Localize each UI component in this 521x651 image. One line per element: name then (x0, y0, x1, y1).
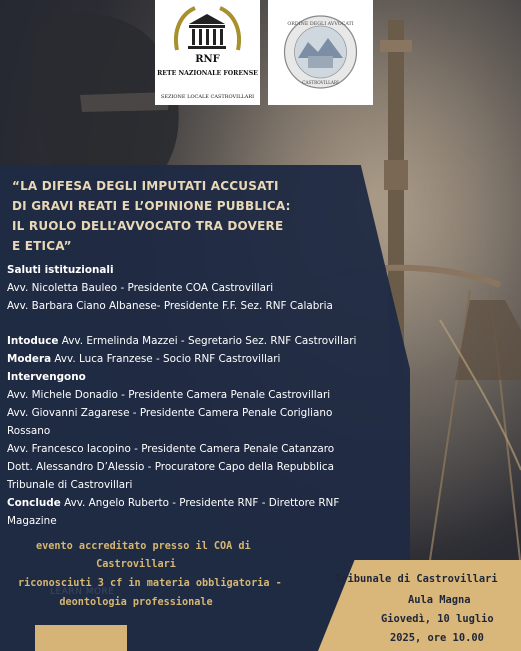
accreditation-line: riconosciuti 3 cf in materia obbligatoria - (18, 578, 282, 589)
modera-text: Avv. Luca Franzese - Socio RNF Castrovillari (51, 353, 281, 365)
saluti-line: Avv. Barbara Ciano Albanese- Presidente F.F. Sez. RNF Calabria (7, 300, 333, 312)
modera-line (7, 353, 280, 365)
speaker-line: Rossano (7, 425, 51, 437)
venue-line: 2025, ore 10.00 (390, 632, 484, 644)
venue-line: Aula Magna (408, 594, 471, 606)
rnf-logo (155, 0, 260, 105)
title-line: “LA DIFESA DEGLI IMPUTATI ACCUSATI (12, 179, 279, 193)
svg-text:RETE NAZIONALE FORENSE: RETE NAZIONALE FORENSE (157, 70, 258, 77)
conclude-text: Avv. Angelo Ruberto - Presidente RNF - Direttore RNF (60, 497, 340, 509)
saluti-line: Avv. Nicoletta Bauleo - Presidente COA Castrovillari (7, 282, 274, 294)
venue-line: Tribunale di Castrovillari (335, 573, 498, 585)
conclude-line (7, 497, 339, 509)
speaker-line: Avv. Michele Donadio - Presidente Camera Penale Castrovillari (7, 389, 331, 401)
venue-line: Giovedì, 10 luglio (381, 613, 494, 625)
speaker-line: Dott. Alessandro D’Alessio - Procuratore Capo della Repubblica (7, 461, 334, 473)
introduce-text: Avv. Ermelinda Mazzei - Segretario Sez. RNF Castrovillari (58, 335, 357, 347)
speaker-line: Avv. Francesco Iacopino - Presidente Camera Penale Catanzaro (7, 443, 335, 455)
svg-text:RNF: RNF (195, 54, 220, 65)
introduce-label: Intoduce (7, 335, 59, 347)
modera-label: Modera (7, 353, 52, 365)
gold-button[interactable] (35, 625, 127, 651)
rnf-logo-icon (155, 0, 260, 105)
event-title (12, 176, 302, 256)
introduce-line (7, 335, 356, 347)
intervengono-heading: Intervengono (7, 371, 86, 383)
svg-text:ORDINE DEGLI AVVOCATI: ORDINE DEGLI AVVOCATI (287, 22, 354, 27)
svg-text:CASTROVILLARI: CASTROVILLARI (302, 80, 339, 85)
speaker-line: Tribunale di Castrovillari (7, 479, 133, 491)
title-line: IL RUOLO DELL’AVVOCATO TRA DOVERE (12, 219, 284, 233)
conclude-line-2: Magazine (7, 515, 57, 527)
ordine-avvocati-logo (268, 0, 373, 105)
saluti-heading: Saluti istituzionali (7, 264, 114, 276)
speaker-line: Avv. Giovanni Zagarese - Presidente Camera Penale Corigliano (7, 407, 333, 419)
accreditation-line: evento accreditato presso il COA di (36, 541, 251, 552)
title-line: E ETICA” (12, 239, 72, 253)
svg-text:SEZIONE LOCALE CASTROVILLARI: SEZIONE LOCALE CASTROVILLARI (160, 94, 255, 100)
accreditation-line: Castrovillari (96, 559, 176, 570)
title-line: DI GRAVI REATI E L’OPINIONE PUBBLICA: (12, 199, 291, 213)
conclude-label: Conclude (7, 497, 61, 509)
learn-more-label: LEARN MORE (50, 587, 115, 597)
accreditation-line: deontologia professionale (59, 597, 213, 608)
ordine-seal-icon (268, 0, 373, 105)
